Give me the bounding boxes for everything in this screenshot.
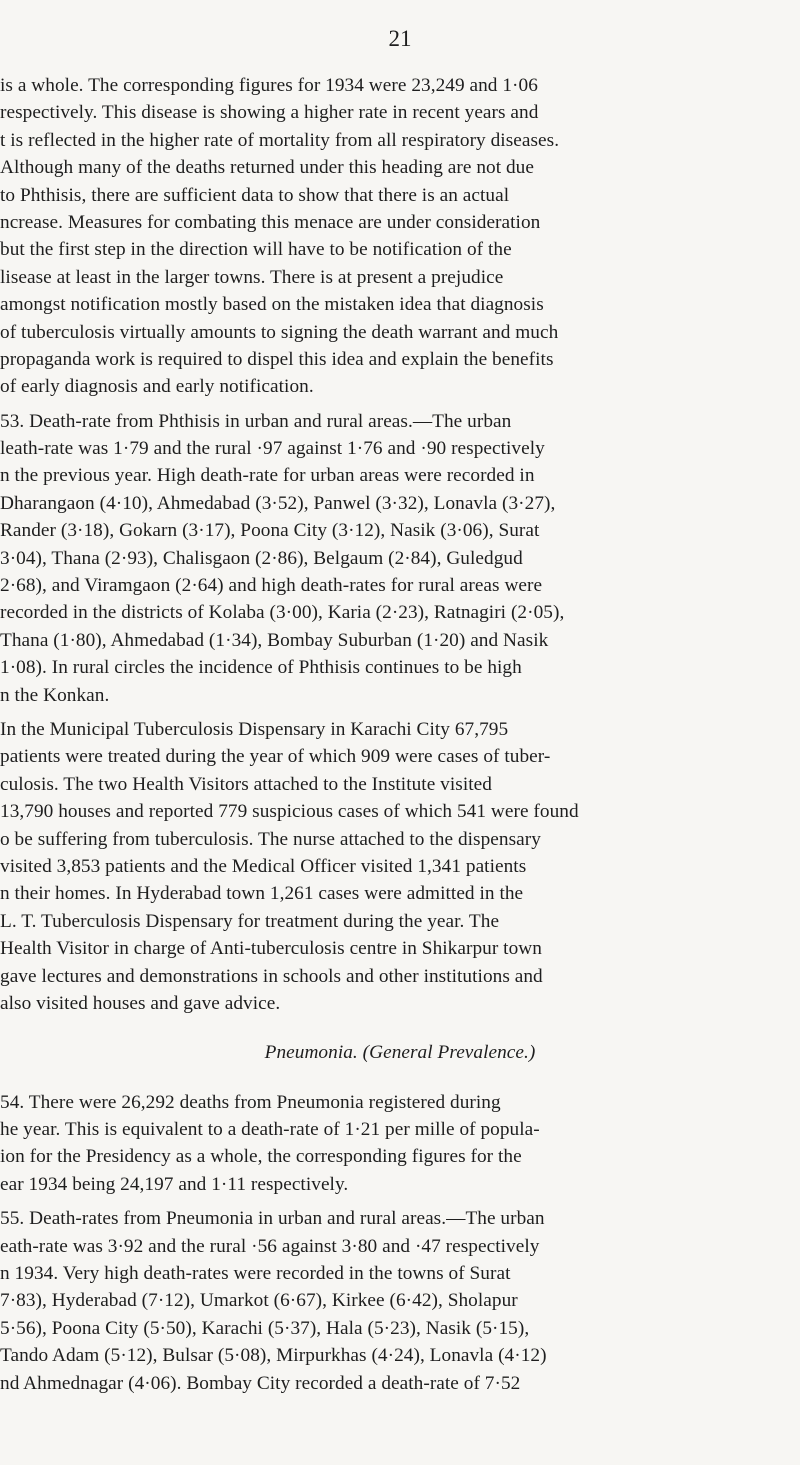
text-line: In the Municipal Tuberculosis Dispensary in Karachi City 67,795 — [0, 718, 509, 740]
text-line: n the Konkan. — [0, 684, 110, 706]
text-line: n the previous year. High death-rate for urban areas were recorded in — [0, 465, 535, 487]
section-heading-pneumonia: Pneumonia. (General Prevalence.) — [264, 1042, 536, 1064]
text-line: of early diagnosis and early notification. — [0, 376, 314, 398]
body-text — [0, 72, 800, 1397]
text-line: ncrease. Measures for combating this menace are under consideration — [0, 211, 541, 233]
text-line: nd Ahmednagar (4·06). Bombay City recorded a death-rate of 7·52 — [0, 1372, 521, 1394]
paragraph-55-pneumonia-rates — [0, 1205, 800, 1397]
text-line: 2·68), and Viramgaon (2·64) and high death-rates for rural areas were — [0, 575, 543, 597]
text-line: leath-rate was 1·79 and the rural ·97 against 1·76 and ·90 respectively — [0, 438, 545, 460]
text-line: gave lectures and demonstrations in schools and other institutions and — [0, 965, 543, 987]
text-line: but the first step in the direction will have to be notification of the — [0, 239, 512, 261]
text-line: to Phthisis, there are sufficient data to show that there is an actual — [0, 184, 510, 206]
text-line: lisease at least in the larger towns. There is at present a prejudice — [0, 266, 504, 288]
page-number: 21 — [388, 26, 412, 51]
text-line: ear 1934 being 24,197 and 1·11 respectively. — [0, 1173, 349, 1195]
paragraph-53-phthisis-rates — [0, 408, 800, 709]
paragraph-54-pneumonia-deaths — [0, 1089, 800, 1199]
text-line: 3·04), Thana (2·93), Chalisgaon (2·86), Belgaum (2·84), Guledgud — [0, 547, 523, 569]
text-line: eath-rate was 3·92 and the rural ·56 against 3·80 and ·47 respectively — [0, 1235, 540, 1257]
text-line: o be suffering from tuberculosis. The nurse attached to the dispensary — [0, 828, 541, 850]
text-line: he year. This is equivalent to a death-rate of 1·21 per mille of popula- — [0, 1119, 540, 1141]
paragraph-karachi-dispensary — [0, 716, 800, 1017]
text-line: 55. Death-rates from Pneumonia in urban and rural areas.—The urban — [0, 1208, 545, 1230]
text-line: respectively. This disease is showing a higher rate in recent years and — [0, 102, 539, 124]
text-line: 53. Death-rate from Phthisis in urban and rural areas.—The urban — [0, 410, 512, 432]
text-line: 7·83), Hyderabad (7·12), Umarkot (6·67), Kirkee (6·42), Sholapur — [0, 1290, 518, 1312]
text-line: Tando Adam (5·12), Bulsar (5·08), Mirpurkhas (4·24), Lonavla (4·12) — [0, 1345, 547, 1367]
text-line: Health Visitor in charge of Anti-tuberculosis centre in Shikarpur town — [0, 938, 542, 960]
text-line: propaganda work is required to dispel this idea and explain the benefits — [0, 348, 554, 370]
text-line: t is reflected in the higher rate of mortality from all respiratory diseases. — [0, 129, 560, 151]
text-line: n their homes. In Hyderabad town 1,261 cases were admitted in the — [0, 883, 524, 905]
text-line: of tuberculosis virtually amounts to signing the death warrant and much — [0, 321, 559, 343]
text-line: is a whole. The corresponding figures for 1934 were 23,249 and 1·06 — [0, 75, 538, 96]
text-line: 5·56), Poona City (5·50), Karachi (5·37), Hala (5·23), Nasik (5·15), — [0, 1317, 530, 1339]
paragraph-phthisis-notification — [0, 72, 800, 401]
text-line: n 1934. Very high death-rates were recorded in the towns of Surat — [0, 1263, 511, 1285]
text-line: 13,790 houses and reported 779 suspicious cases of which 541 were found — [0, 801, 579, 823]
text-line: 54. There were 26,292 deaths from Pneumonia registered during — [0, 1091, 501, 1113]
text-line: patients were treated during the year of which 909 were cases of tuber- — [0, 746, 551, 768]
text-line: ion for the Presidency as a whole, the corresponding figures for the — [0, 1146, 522, 1168]
text-line: Rander (3·18), Gokarn (3·17), Poona City (3·12), Nasik (3·06), Surat — [0, 520, 540, 542]
text-line: Although many of the deaths returned under this heading are not due — [0, 157, 534, 179]
text-line: Dharangaon (4·10), Ahmedabad (3·52), Panwel (3·32), Lonavla (3·27), — [0, 492, 556, 514]
text-line: L. T. Tuberculosis Dispensary for treatment during the year. The — [0, 910, 500, 932]
text-line: 1·08). In rural circles the incidence of Phthisis continues to be high — [0, 657, 522, 679]
text-line: visited 3,853 patients and the Medical Officer visited 1,341 patients — [0, 855, 527, 877]
text-line: recorded in the districts of Kolaba (3·00), Karia (2·23), Ratnagiri (2·05), — [0, 602, 565, 624]
text-line: amongst notification mostly based on the mistaken idea that diagnosis — [0, 294, 544, 316]
text-line: also visited houses and gave advice. — [0, 992, 281, 1014]
text-line: Thana (1·80), Ahmedabad (1·34), Bombay Suburban (1·20) and Nasik — [0, 629, 549, 651]
text-line: culosis. The two Health Visitors attached to the Institute visited — [0, 773, 492, 795]
